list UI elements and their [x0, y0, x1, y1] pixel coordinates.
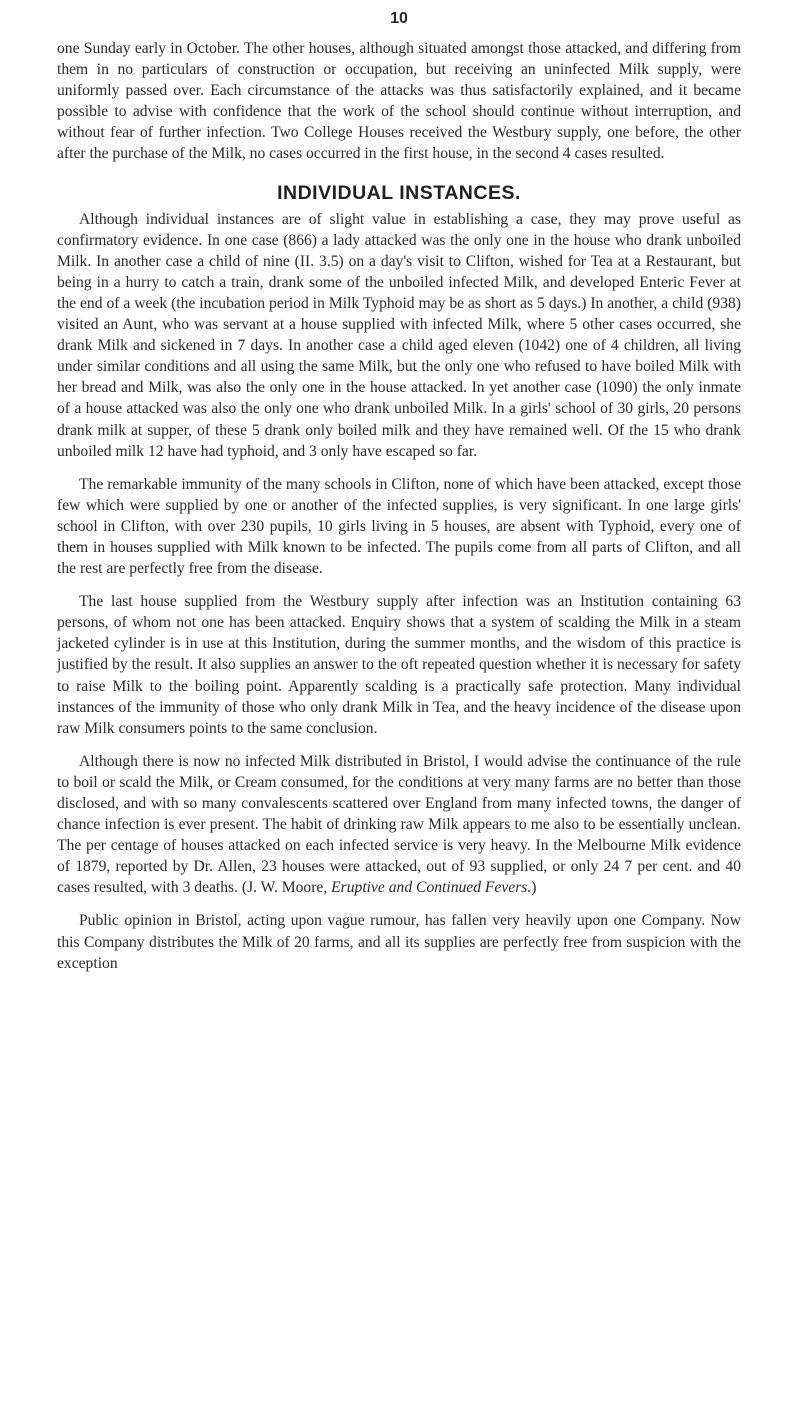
paragraph-institution-scalding: The last house supplied from the Westbury supply after infection was an Institution containing 63 persons, of whom not one has been attacked. Enquiry shows that a system of scalding the Milk in a steam jacketed cylinder is in use at this Institution, during the summer months, and the wisdom of this practice is justified by the result. It also supplies an answer to the oft repeated question whether it is necessary for safety to raise Milk to the boiling point. Apparently scalding is a practically safe protection. Many individual instances of the immunity of those who only drank Milk in Tea, and the heavy incidence of the disease upon raw Milk consumers points to the same conclusion.: [57, 593, 741, 737]
section-heading: INDIVIDUAL INSTANCES.: [277, 181, 521, 204]
paragraph-public-opinion: Public opinion in Bristol, acting upon vague rumour, has fallen very heavily upon one Company. Now this Company distributes the Milk of 20 farms, and all its supplies are perfectly free from suspicion with the exception: [57, 912, 741, 972]
citation-title: Eruptive and Continued Fevers.: [331, 879, 532, 897]
document-page: [57, 10, 741, 974]
paragraph-individual-instances: Although individual instances are of slight value in establishing a case, they may prove useful as confirmatory evidence. In one case (866) a lady attacked was the only one in the house who drank unboiled Milk. In another case a child of nine (II. 3.5) on a day's visit to Clifton, wished for Tea at a Restaurant, but being in a hurry to catch a train, drank some of the unboiled infected Milk, and developed Enteric Fever at the end of a week (the incubation period in Milk Typhoid may be as short as 5 days.) In another, a child (938) visited an Aunt, who was servant at a house supplied with infected Milk, where 5 other cases occurred, she drank Milk and sickened in 7 days. In another case a child aged eleven (1042) one of 4 children, all living under similar conditions and all using the same Milk, but the only one who refused to have boiled Milk with her bread and Milk, was also the only one in the house attacked. In yet another case (1090) the only inmate of a house attacked was also the only one who drank unboiled Milk. In a girls' school of 30 girls, 20 persons drank milk at supper, of these 5 drank only boiled milk and they have remained well. Of the 15 who drank unboiled milk 12 have had typhoid, and 3 only have escaped so far.: [57, 210, 741, 460]
paragraph-boil-advice-text: Although there is now no infected Milk distributed in Bristol, I would advise the continuance of the rule to boil or scald the Milk, or Cream consumed, for the conditions at very many farms are no better than those disclosed, and with so many convalescents scattered over England from many infected towns, the danger of chance infection is ever present. The habit of drinking raw Milk appears to me also to be essentially unclean. The per centage of houses attacked on each infected service is very heavy. In the Melbourne Milk evidence of 1879, reported by Dr. Allen, 23 houses were attacked, out of 93 supplied, or only 24 7 per cent. and 40 cases resulted, with 3 deaths. (J. W. Moore,: [57, 752, 741, 897]
page-number: 10: [390, 10, 408, 27]
citation-close: ): [531, 879, 537, 897]
paragraph-continuation: one Sunday early in October. The other houses, although situated amongst those attacked, and differing from them in no particulars of construction or occupation, but receiving an uninfected Milk supply, were uniformly passed over. Each circumstance of the attacks was thus satisfactorily explained, and it became possible to advise with confidence that the work of the school should continue without interruption, and without fear of further infection. Two College Houses received the Westbury supply, one before, the other after the purchase of the Milk, no cases occurred in the first house, in the second 4 cases resulted.: [57, 40, 741, 163]
paragraph-schools-immunity: The remarkable immunity of the many schools in Clifton, none of which have been attacked, except those few which were supplied by one or another of the infected supplies, is very significant. In one large girls' school in Clifton, with over 230 pupils, 10 girls living in 5 houses, are absent with Typhoid, every one of them in houses supplied with Milk known to be infected. The pupils come from all parts of Clifton, and all the rest are perfectly free from the disease.: [57, 475, 741, 578]
paragraph-boil-advice: [57, 751, 741, 899]
